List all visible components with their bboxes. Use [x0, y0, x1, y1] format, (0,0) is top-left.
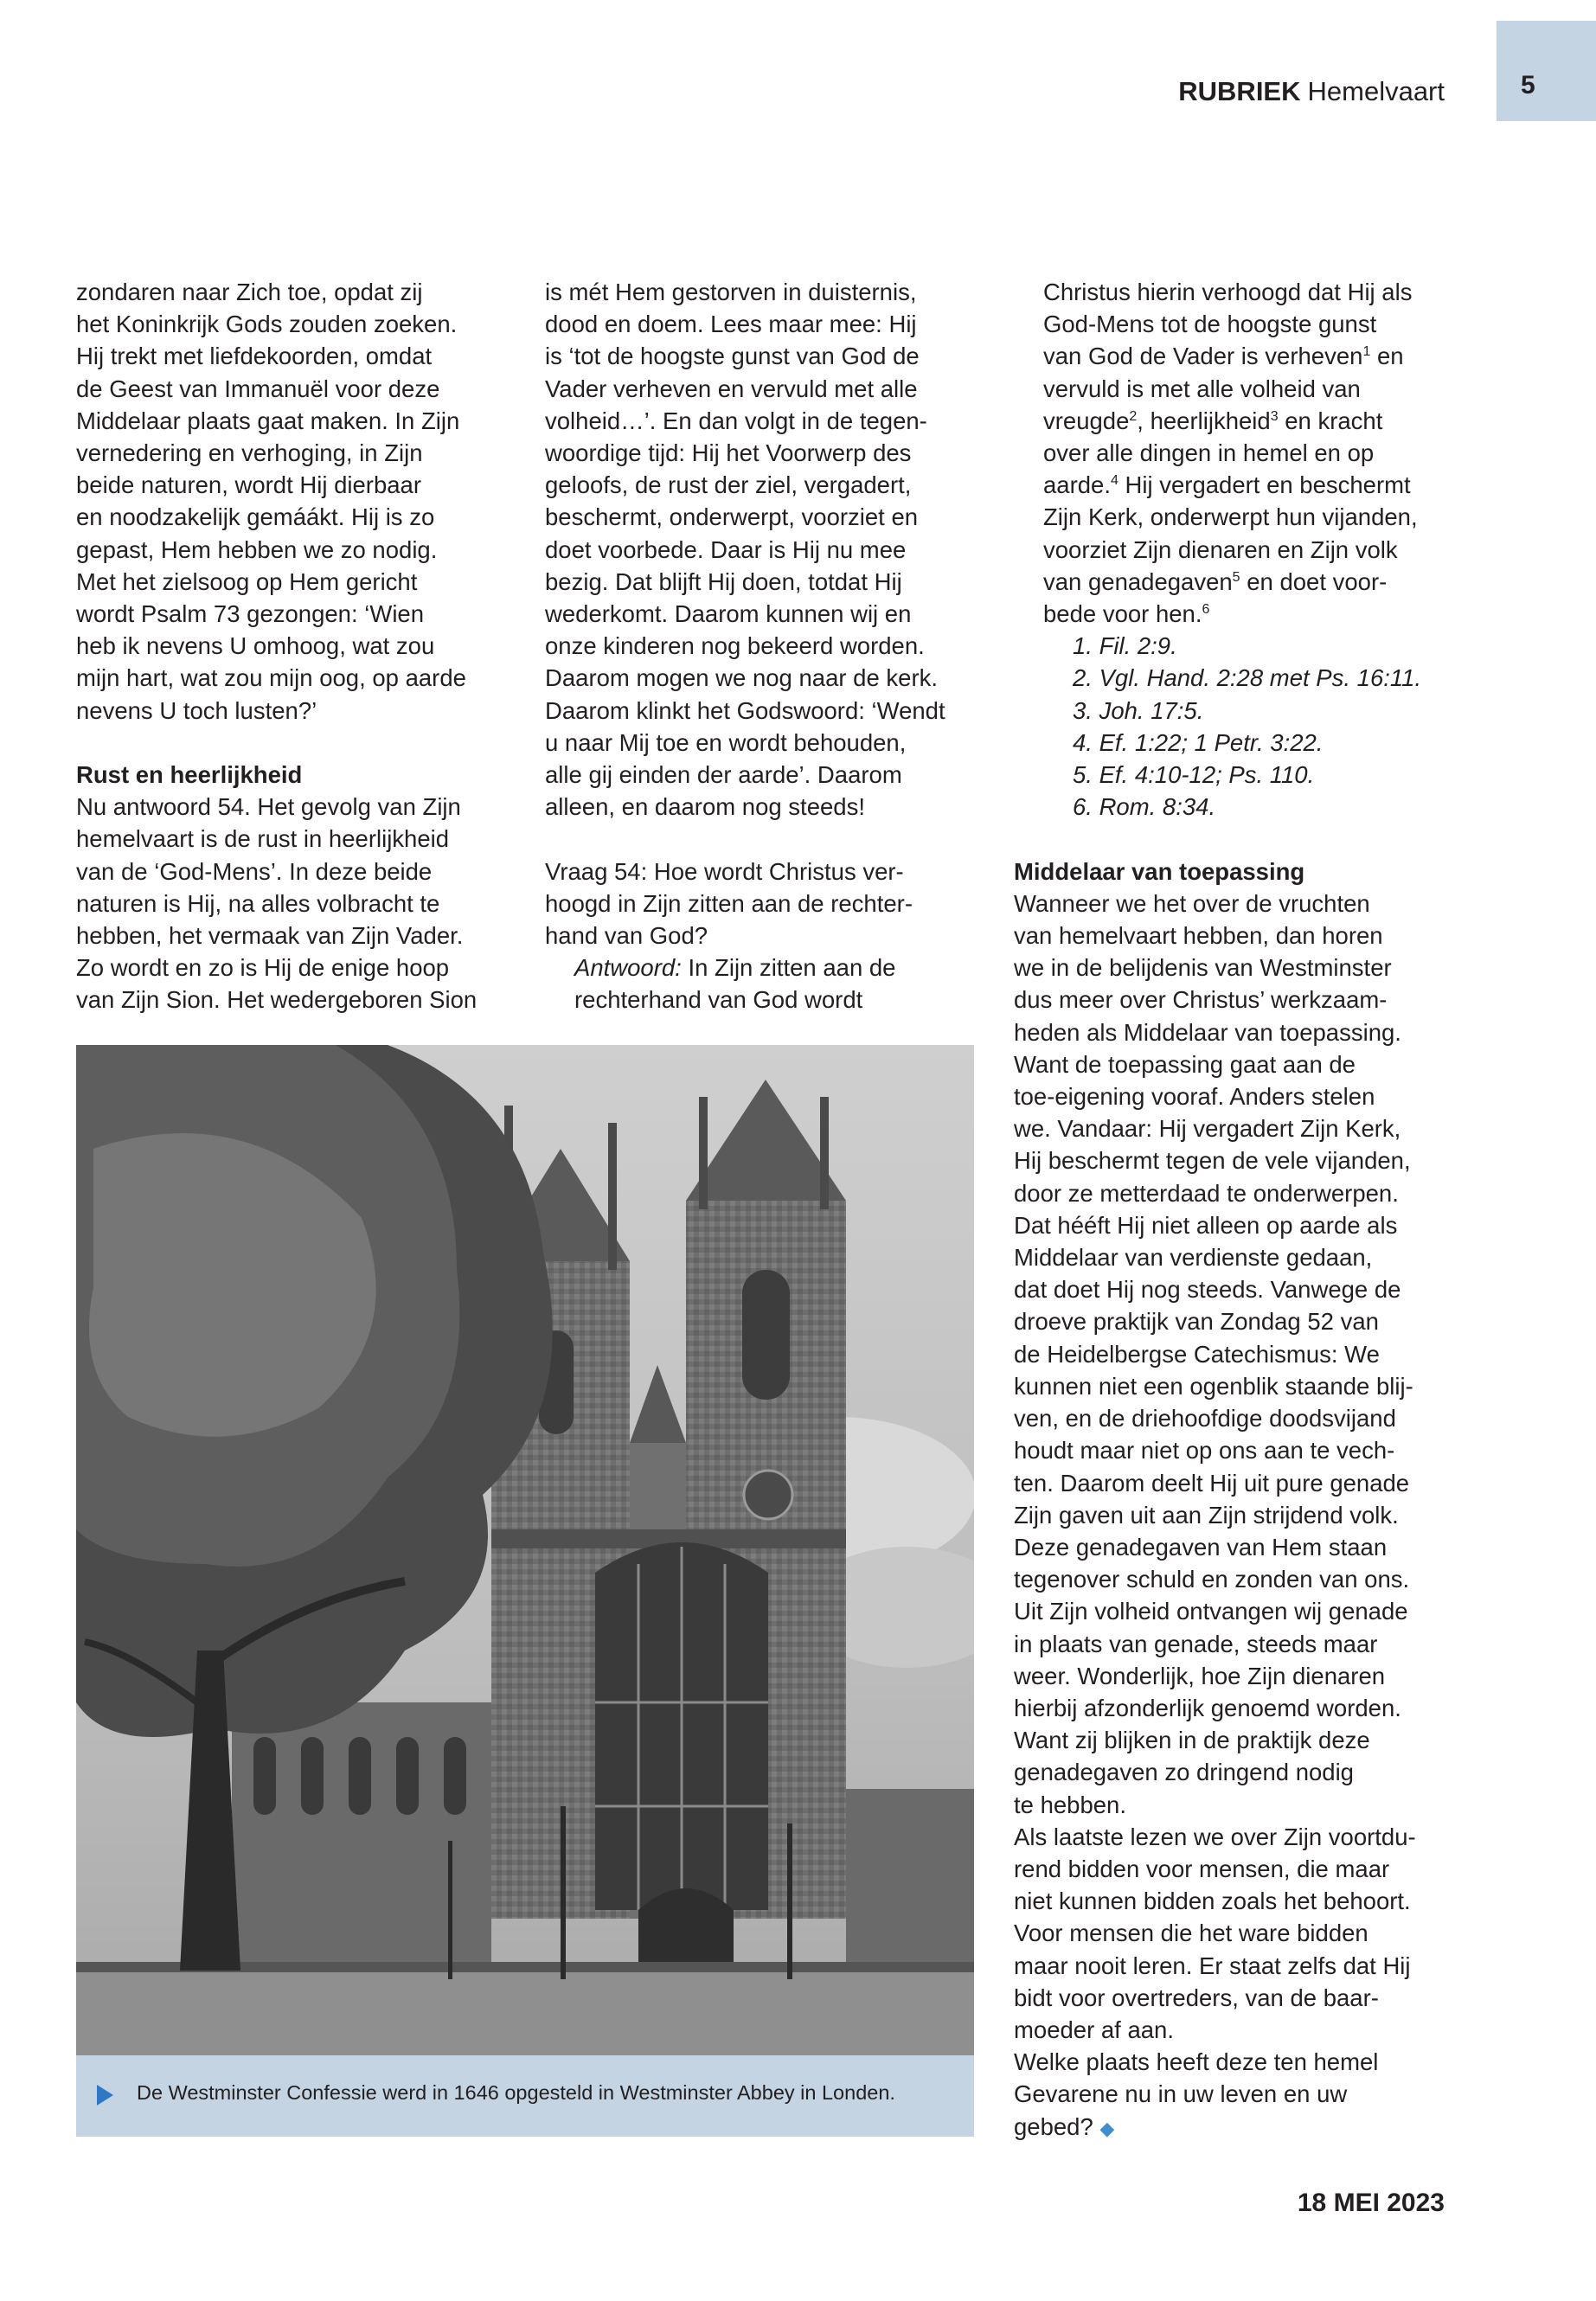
- answer-label: Antwoord:: [574, 954, 682, 982]
- text-line: Vader verheven en vervuld met alle: [545, 375, 918, 402]
- section-header: [1178, 76, 1445, 107]
- reference-line: 4. Ef. 1:22; 1 Petr. 3:22.: [1073, 728, 1324, 756]
- text-line: Nu antwoord 54. Het gevolg van Zijn: [76, 793, 461, 821]
- text-line: nevens U toch lusten?’: [76, 696, 317, 724]
- text-line: van Zijn Sion. Het wedergeboren Sion: [76, 986, 478, 1014]
- westminster-abbey-photo: [76, 1045, 974, 2055]
- footnote-marker: 3: [1270, 408, 1279, 424]
- text-line: Hij trekt met liefdekoorden, omdat: [76, 343, 433, 370]
- text-line: van genadegaven$^5$ en doet voor-: [1043, 567, 1388, 595]
- text-line: vervuld is met alle volheid van: [1043, 375, 1361, 402]
- text-line: heden als Middelaar van toepassing.: [1014, 1018, 1401, 1046]
- text-line: van God de Vader is verheven$^1$ en: [1043, 343, 1404, 370]
- text-line: God-Mens tot de hoogste gunst: [1043, 311, 1377, 338]
- text-line: ten. Daarom deelt Hij uit pure genade: [1014, 1469, 1410, 1497]
- text-line: maar nooit leren. Er staat zelfs dat Hij: [1014, 1952, 1411, 1979]
- question-line: hoogd in Zijn zitten aan de rechter-: [545, 889, 913, 917]
- text-line: Wanneer we het over de vruchten: [1014, 889, 1370, 917]
- text-line: Zijn gaven uit aan Zijn strijdend volk.: [1014, 1501, 1399, 1529]
- text-line: en noodzakelijk gemáákt. Hij is zo: [76, 503, 435, 531]
- text-line: Als laatste lezen we over Zijn voortdu-: [1014, 1823, 1416, 1850]
- caption-text: De Westminster Confessie werd in 1646 opgesteld in Westminster Abbey in Londen.: [137, 2081, 895, 2104]
- text-line: Middelaar plaats gaat maken. In Zijn: [76, 407, 460, 434]
- text-line: voorziet Zijn dienaren en Zijn volk: [1043, 535, 1398, 563]
- text-line: onze kinderen nog bekeerd worden.: [545, 632, 925, 660]
- text-line: Met het zielsoog op Hem gericht: [76, 567, 418, 595]
- text-line: Daarom mogen we nog naar de kerk.: [545, 664, 938, 692]
- footnote-marker: 1: [1362, 344, 1371, 360]
- text-line: gebed? ◆: [1014, 2112, 1115, 2140]
- reference-line: 6. Rom. 8:34.: [1073, 793, 1216, 821]
- footnote-marker: 4: [1110, 473, 1118, 489]
- text-line: gepast, Hem hebben we zo nodig.: [76, 535, 438, 563]
- text-line: beschermt, onderwerpt, voorziet en: [545, 503, 919, 531]
- text-line: u naar Mij toe en wordt behouden,: [545, 728, 907, 756]
- text-line: niet kunnen bidden zoals het behoort.: [1014, 1888, 1411, 1915]
- text-line: rend bidden voor mensen, die maar: [1014, 1855, 1390, 1882]
- text-line: aarde.$^4$ Hij vergadert en beschermt: [1043, 471, 1411, 499]
- text-line: in plaats van genade, steeds maar: [1014, 1630, 1378, 1657]
- text-line: wederkomt. Daarom kunnen wij en: [545, 600, 912, 628]
- text-line: droeve praktijk van Zondag 52 van: [1014, 1308, 1379, 1336]
- text-line: geloofs, de rust der ziel, vergadert,: [545, 471, 912, 499]
- text-line: alle gij einden der aarde’. Daarom: [545, 761, 902, 789]
- question-line: Vraag 54: Hoe wordt Christus ver-: [545, 857, 904, 885]
- text-line: Middelaar van verdienste gedaan,: [1014, 1244, 1373, 1272]
- subheading-rust-en-heerlijkheid: Rust en heerlijkheid: [76, 761, 303, 789]
- text-line: beide naturen, wordt Hij dierbaar: [76, 471, 421, 499]
- footnote-marker: 5: [1232, 569, 1240, 585]
- reference-line: 1. Fil. 2:9.: [1073, 632, 1177, 660]
- text-line: moeder af aan.: [1014, 2016, 1174, 2043]
- text-line: dat doet Hij nog steeds. Vanwege de: [1014, 1276, 1401, 1304]
- reference-line: 5. Ef. 4:10-12; Ps. 110.: [1073, 761, 1315, 789]
- reference-line: 2. Vgl. Hand. 2:28 met Ps. 16:11.: [1073, 664, 1422, 692]
- text-line: Zijn Kerk, onderwerpt hun vijanden,: [1043, 503, 1418, 531]
- text-line: kunnen niet een ogenblik staande blij-: [1014, 1372, 1413, 1400]
- text-line: genadegaven zo dringend nodig: [1014, 1759, 1354, 1786]
- article-column-2: [545, 276, 945, 1016]
- text-line: Uit Zijn volheid ontvangen wij genade: [1014, 1598, 1408, 1625]
- text-line: Deze genadegaven van Hem staan: [1014, 1533, 1388, 1561]
- text-line: we. Vandaar: Hij vergadert Zijn Kerk,: [1014, 1115, 1401, 1143]
- answer-line: rechterhand van God wordt: [574, 986, 863, 1014]
- text-line: Gevarene nu in uw leven en uw: [1014, 2080, 1348, 2108]
- issue-date: 18 MEI 2023: [1297, 2189, 1445, 2217]
- text-line: Welke plaats heeft deze ten hemel: [1014, 2048, 1379, 2076]
- text-line: de Heidelbergse Catechismus: We: [1014, 1340, 1380, 1368]
- subheading-middelaar-van-toepassing: Middelaar van toepassing: [1014, 857, 1305, 885]
- text-line: houdt maar niet op ons aan te vech-: [1014, 1437, 1395, 1465]
- text-line: dus meer over Christus’ werkzaam-: [1014, 986, 1388, 1014]
- text-line: te hebben.: [1014, 1791, 1126, 1818]
- text-line: Christus hierin verhoogd dat Hij als: [1043, 279, 1413, 305]
- text-line: toe-eigening vooraf. Anders stelen: [1014, 1083, 1375, 1111]
- text-line: hierbij afzonderlijk genoemd worden.: [1014, 1694, 1401, 1721]
- text-line: de Geest van Immanuël voor deze: [76, 375, 440, 402]
- text-line: Voor mensen die het ware bidden: [1014, 1920, 1368, 1947]
- text-line: ven, en de driehoofdige doodsvijand: [1014, 1405, 1396, 1433]
- text-line: weer. Wonderlijk, hoe Zijn dienaren: [1014, 1662, 1386, 1689]
- text-line: Daarom klinkt het Godswoord: ‘Wendt: [545, 696, 945, 724]
- answer-line: Antwoord: In Zijn zitten aan de: [574, 954, 896, 982]
- text-line: we in de belijdenis van Westminster: [1014, 954, 1392, 982]
- caption-arrow-icon: [97, 2085, 113, 2106]
- text-line: naturen is Hij, na alles volbracht te: [76, 889, 440, 917]
- text-line: bezig. Dat blijft Hij doen, totdat Hij: [545, 567, 902, 595]
- text-line: van de ‘God-Mens’. In deze beide: [76, 857, 433, 885]
- text-line: hemelvaart is de rust in heerlijkheid: [76, 825, 450, 853]
- section-label: RUBRIEK: [1178, 76, 1301, 106]
- section-title: Hemelvaart: [1307, 76, 1445, 106]
- text-line: doet voorbede. Daar is Hij nu mee: [545, 535, 907, 563]
- text-line: mijn hart, wat zou mijn oog, op aarde: [76, 664, 466, 692]
- text-line: vernedering en verhoging, in Zijn: [76, 439, 423, 467]
- text-line: volheid…’. En dan volgt in de tegen-: [545, 407, 927, 434]
- article-column-3: [1014, 276, 1421, 2144]
- page-tab: [1497, 21, 1596, 121]
- footnote-marker: 2: [1129, 408, 1138, 424]
- text-line: Want zij blijken in de praktijk deze: [1014, 1727, 1370, 1754]
- text-line: het Koninkrijk Gods zouden zoeken.: [76, 311, 458, 338]
- text-line: woordige tijd: Hij het Voorwerp des: [545, 439, 912, 467]
- text-line: vreugde$^2$, heerlijkheid$^3$ en kracht: [1043, 407, 1383, 434]
- article-column-1: [76, 276, 477, 1016]
- text-line: over alle dingen in hemel en op: [1043, 439, 1375, 467]
- text-line: is mét Hem gestorven in duisternis,: [545, 279, 917, 305]
- text-line: Want de toepassing gaat aan de: [1014, 1050, 1356, 1078]
- reference-line: 3. Joh. 17:5.: [1073, 696, 1204, 724]
- photo-caption: [76, 2055, 974, 2137]
- text-line: alleen, en daarom nog steeds!: [545, 793, 865, 821]
- text-line: van hemelvaart hebben, dan horen: [1014, 922, 1383, 950]
- text-line: tegenover schuld en zonden van ons.: [1014, 1566, 1410, 1593]
- text-line: door ze metterdaad te onderwerpen.: [1014, 1179, 1399, 1207]
- text-line: wordt Psalm 73 gezongen: ‘Wien: [76, 600, 425, 628]
- text-line: is ‘tot de hoogste gunst van God de: [545, 343, 920, 370]
- text-line: hebben, het vermaak van Zijn Vader.: [76, 922, 464, 950]
- text-line: Dat hééft Hij niet alleen op aarde als: [1014, 1211, 1398, 1239]
- text-line: dood en doem. Lees maar mee: Hij: [545, 311, 917, 338]
- end-mark-icon: ◆: [1099, 2117, 1115, 2139]
- text-line: bidt voor overtreders, van de baar-: [1014, 1984, 1379, 2011]
- text-line: Zo wordt en zo is Hij de enige hoop: [76, 954, 450, 982]
- text-line: heb ik nevens U omhoog, wat zou: [76, 632, 435, 660]
- text-line: bede voor hen.$^6$: [1043, 600, 1210, 628]
- page-number: 5: [1521, 71, 1535, 99]
- text-line: zondaren naar Zich toe, opdat zij: [76, 279, 423, 305]
- question-line: hand van God?: [545, 922, 708, 950]
- text-line: Hij beschermt tegen de vele vijanden,: [1014, 1147, 1411, 1175]
- footnote-marker: 6: [1202, 601, 1210, 617]
